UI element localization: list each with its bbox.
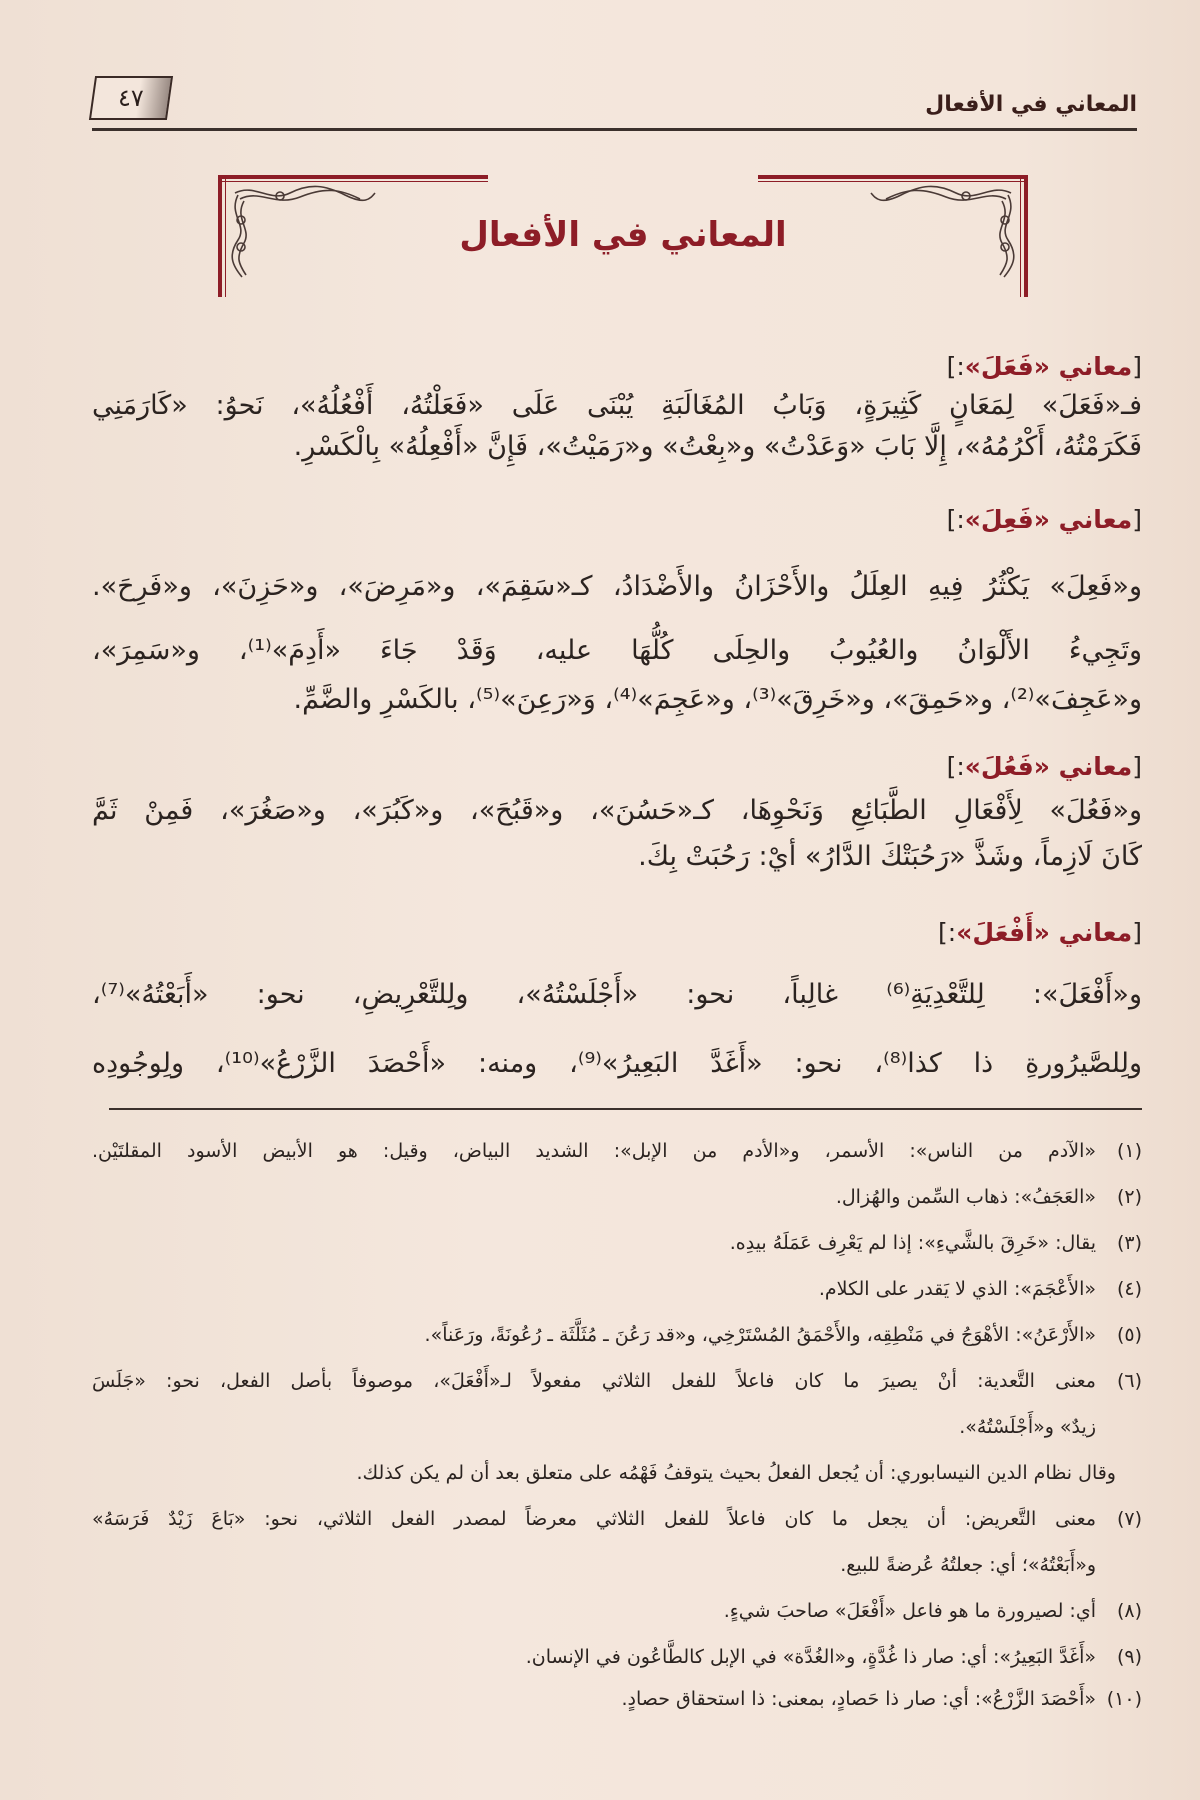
page-number: ٤٧	[118, 84, 144, 112]
body-line: فـ«فَعَلَ» لِمَعَانٍ كَثِيرَةٍ، وَبَابُ المُغَالَبَةِ يُبْنَى عَلَى «فَعَلْتُهُ، أَفْعُلُهُ»، نَحوُ: «كَارَمَنِي	[92, 390, 1142, 421]
heading-text: معاني «أَفْعَلَ»	[956, 918, 1133, 947]
heading-text: معاني «فَعِلَ»	[964, 505, 1133, 534]
body-line: و«عَجِفَ»⁽²⁾، و«حَمِقَ»، و«خَرِقَ»⁽³⁾، و«عَجِمَ»⁽⁴⁾، وَ«رَعِنَ»⁽⁵⁾، بالكَسْرِ والضَّمِّ.	[293, 684, 1142, 715]
footnote-number: (١٠)	[1106, 1688, 1142, 1710]
page-number-box	[89, 76, 173, 120]
bracket-close: :]	[946, 752, 965, 781]
bracket-open: [	[1132, 352, 1142, 381]
body-line: فَكَرَمْتُهُ، أَكْرُمُهُ»، إِلَّا بَابَ «وَعَدْتُ» و«بِعْتُ» و«رَمَيْتُ»، فَإِنَّ «أَفْعِلُهُ» بِالْكَسْرِ.	[293, 431, 1142, 462]
footnote-number: (٧)	[1116, 1508, 1142, 1530]
bracket-open: [	[1132, 918, 1142, 947]
footnote-text: «أَحْصَدَ الزَّرْعُ»: أي: صار ذا حَصادٍ، بمعنى: ذا استحقاق حصادٍ.	[621, 1688, 1096, 1710]
heading-text: معاني «فَعَلَ»	[964, 352, 1133, 381]
body-line: وتَجِيءُ الأَلْوَانُ والعُيُوبُ والحِلَى كُلُّهَا عليه، وَقَدْ جَاءَ «أَدِمَ»⁽¹⁾، و«سَمِرَ»،	[92, 635, 1142, 666]
section-heading	[947, 752, 1142, 781]
body-line: ولِلصَّيرُورةِ ذا كذا⁽⁸⁾، نحو: «أَغَدَّ البَعِيرُ»⁽⁹⁾، ومنه: «أَحْصَدَ الزَّرْعُ»⁽¹⁰⁾، ولِوجُودِه	[92, 1048, 1142, 1079]
footnote-text: زيدٌ» و«أَجْلَسْتُهُ».	[959, 1416, 1096, 1438]
section-heading	[947, 505, 1142, 534]
footnote-text: و«أَبَعْتُهُ»؛ أي: جعلتُهُ عُرضةً للبيع.	[840, 1554, 1096, 1576]
section-heading	[938, 918, 1142, 947]
body-line: كَانَ لَازِماً، وشَذَّ «رَحُبَتْكَ الدَّارُ» أيْ: رَحُبَتْ بِكَ.	[638, 841, 1142, 872]
body-line: و«فَعِلَ» يَكْثُرُ فِيهِ العِلَلُ والأَحْزَانُ والأَضْدَادُ، كـ«سَقِمَ»، و«مَرِضَ»، و«حَزِنَ»، و«فَرِحَ».	[92, 571, 1142, 602]
running-header-title: المعاني في الأفعال	[925, 92, 1137, 117]
chapter-title: المعاني في الأفعال	[459, 215, 787, 255]
body-line: و«أَفْعَلَ»: لِلتَّعْدِيَةِ⁽⁶⁾ غالِباً، نحو: «أَجْلَسْتُهُ»، ولِلتَّعْرِيضِ، نحو: «أَبَعْتُهُ»⁽⁷⁾،	[92, 979, 1142, 1010]
frame-top-right-border	[758, 175, 1028, 182]
bracket-close: :]	[938, 918, 957, 947]
bracket-close: :]	[946, 352, 965, 381]
footnote-text: «أَغَدَّ البَعِيرُ»: أي: صار ذا غُدَّةٍ، و«الغُدَّة» في الإبل كالطَّاعُون في الإنسان.	[525, 1646, 1096, 1668]
footnote-text: يقال: «خَرِقَ بالشَّيءِ»: إذا لم يَعْرِف عَمَلَهُ بيدِه.	[729, 1232, 1096, 1254]
footnote-text: معنى التَّعدية: أنْ يصيرَ ما كان فاعلاً للفعل الثلاثي مفعولاً لـ«أَفْعَلَ»، موصوفاً بأصل الفعل، نحو: «جَلَسَ	[92, 1370, 1096, 1392]
footnote-number: (٢)	[1116, 1186, 1142, 1208]
footnote-number: (٩)	[1116, 1646, 1142, 1668]
bracket-open: [	[1132, 505, 1142, 534]
footnote-text: «الأَرْعَنُ»: الأهْوَجُ في مَنْطِقِه، والأَحْمَقُ المُسْتَرْخِي، و«قد رَعُنَ ـ مُثَلَّثَة ـ رُعُونَةً، ورَعَناً».	[424, 1324, 1096, 1346]
footnote-text: «الأَعْجَمَ»: الذي لا يَقدر على الكلام.	[818, 1278, 1096, 1300]
heading-text: معاني «فَعُلَ»	[964, 752, 1133, 781]
footnote-number: (١)	[1116, 1140, 1142, 1162]
chapter-title-frame	[218, 175, 1028, 297]
footnote-text: معنى التَّعريض: أن يجعل ما كان فاعلاً للفعل الثلاثي معرضاً لمصدر الفعل الثلاثي، نحو: «بَاعَ زَيْدٌ فَرَسَهُ»	[92, 1508, 1096, 1530]
footnote-text: أي: لصيرورة ما هو فاعل «أَفْعَلَ» صاحبَ شيءٍ.	[723, 1600, 1096, 1622]
footnote-number: (٦)	[1116, 1370, 1142, 1392]
footnote-text: «الآدم من الناس»: الأسمر، و«الأدم من الإبل»: الشديد البياض، وقيل: هو الأبيض الأسود المقلتَيْن.	[92, 1140, 1096, 1162]
frame-top-left-border	[218, 175, 488, 182]
footnote-text: وقال نظام الدين النيسابوري: أن يُجعل الفعلُ بحيث يتوقفُ فَهْمُه على متعلق بعد أن لم يكن كذلك.	[356, 1462, 1116, 1484]
bracket-close: :]	[946, 505, 965, 534]
footnote-number: (٨)	[1116, 1600, 1142, 1622]
bracket-open: [	[1132, 752, 1142, 781]
footnote-text: «العَجَفُ»: ذهاب السِّمن والهُزال.	[835, 1186, 1096, 1208]
footnote-number: (٤)	[1116, 1278, 1142, 1300]
body-line: و«فَعُلَ» لِأَفْعَالِ الطَّبَائِعِ وَنَحْوِهَا، كـ«حَسُنَ»، و«قَبُحَ»، و«كَبُرَ»، و«صَغُرَ»، فَمِنْ ثَمَّ	[92, 795, 1142, 826]
footnote-number: (٣)	[1116, 1232, 1142, 1254]
section-heading	[947, 352, 1142, 381]
footnote-separator	[109, 1108, 1142, 1110]
footnote-number: (٥)	[1116, 1324, 1142, 1346]
header-rule	[92, 128, 1137, 131]
